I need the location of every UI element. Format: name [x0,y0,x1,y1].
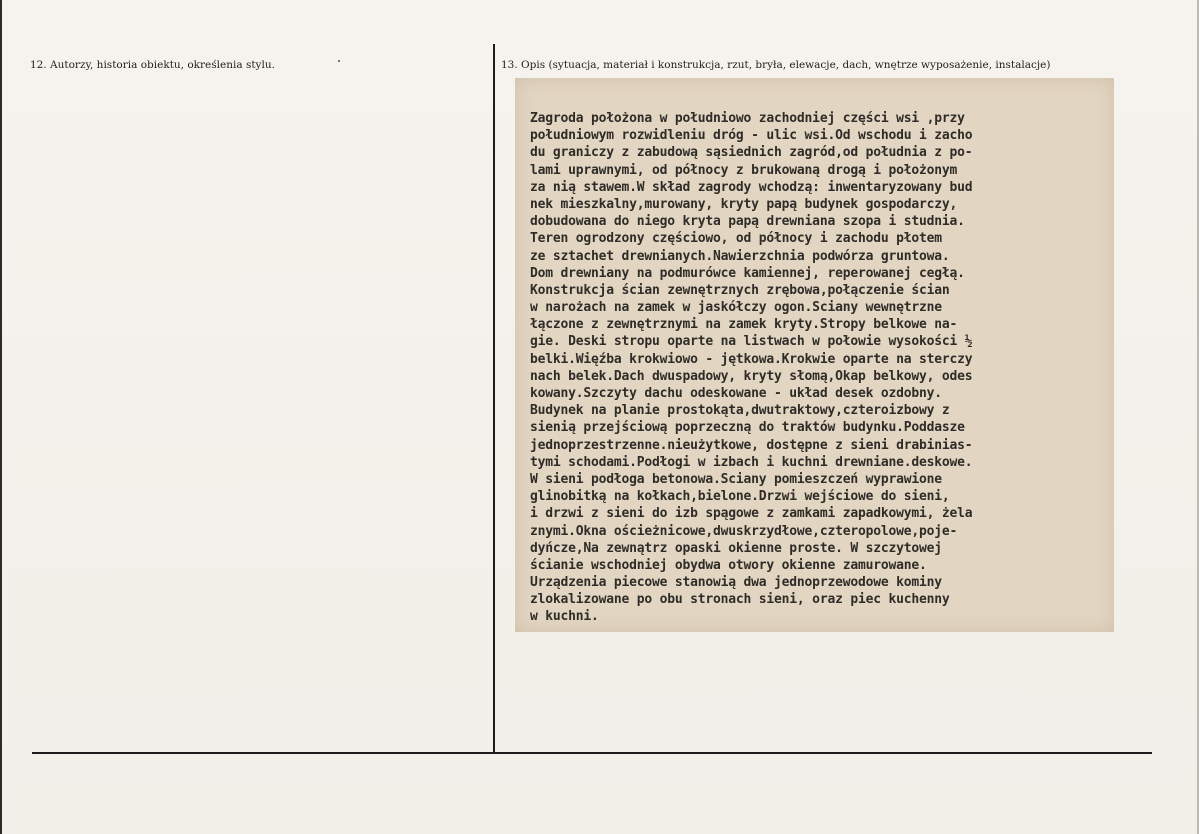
description-line: w narożach na zamek w jaskółczy ogon.Sciany wewnętrzne [530,300,942,316]
description-line: nek mieszkalny,murowany, kryty papą budynek gospodarczy, [530,196,958,212]
field-12-label: 12. Autorzy, historia obiektu, określenia stylu. [30,59,275,71]
description-line: Teren ogrodzony częściowo, od północy i zachodu płotem [530,231,942,247]
description-line: tymi schodami.Podłogi w izbach i kuchni drewniane.deskowe. [530,454,973,470]
description-line: Zagroda położona w południowo zachodniej części wsi ,przy [530,111,965,126]
pasted-typewritten-clipping [515,78,1114,632]
bottom-rule [32,752,1152,754]
description-line: Konstrukcja ścian zewnętrznych zrębowa,połączenie ścian [530,282,950,298]
description-line: nach belek.Dach dwuspadowy, kryty słomą,Okap belkowy, odes [530,368,973,384]
page-left-edge [0,0,2,834]
description-line: za nią stawem.W skład zagrody wchodzą: inwentaryzowany bud [530,179,973,195]
description-line: ze sztachet drewnianych.Nawierzchnia podwórza gruntowa. [530,248,950,264]
description-line: W sieni podłoga betonowa.Sciany pomieszczeń wyprawione [530,471,942,487]
description-line: jednoprzestrzenne.nieużytkowe, dostępne z sieni drabinias- [530,437,973,453]
description-line: gie. Deski stropu oparte na listwach w połowie wysokości ½ [530,334,973,350]
description-line: lami uprawnymi, od północy z brukowaną drogą i położonym [530,162,958,178]
column-divider [493,44,495,754]
description-line: belki.Więźba krokwiowo - jętkowa.Krokwie oparte na sterczy [530,351,973,367]
description-line: glinobitką na kołkach,bielone.Drzwi wejściowe do sieni, [530,489,950,505]
description-text [530,110,1110,626]
description-line: ścianie wschodniej obydwa otwory okienne zamurowane. [530,557,927,573]
description-line: dyńcze,Na zewnątrz opaski okienne proste. W szczytowej [530,540,942,556]
description-line: i drzwi z sieni do izb spągowe z zamkami zapadkowymi, żela [530,506,973,522]
description-line: Urządzenia piecowe stanowią dwa jednoprzewodowe kominy [530,575,942,591]
description-line: du graniczy z zabudową sąsiednich zagród,od południa z po- [530,145,973,161]
description-line: dobudowana do niego kryta papą drewniana szopa i studnia. [530,214,965,230]
description-line: Budynek na planie prostokąta,dwutraktowy,czteroizbowy z [530,403,950,419]
description-line: w kuchni. [530,609,599,625]
description-line: znymi.Okna ościeżnicowe,dwuskrzydłowe,czteropolowe,poje- [530,523,958,539]
description-line: łączone z zewnętrznymi na zamek kryty.Stropy belkowe na- [530,317,958,333]
description-line: południowym rozwidleniu dróg - ulic wsi.Od wschodu i zacho [530,128,973,144]
ink-speck [338,60,340,62]
field-13-label: 13. Opis (sytuacja, materiał i konstrukcja, rzut, bryła, elewacje, dach, wnętrze wyposażenie, instalacje) [501,59,1051,71]
description-line: kowany.Szczyty dachu odeskowane - układ desek ozdobny. [530,386,942,401]
description-line: zlokalizowane po obu stronach sieni, oraz piec kuchenny [530,592,950,608]
description-line: Dom drewniany na podmurówce kamiennej, reperowanej cegłą. [530,265,965,281]
description-line: sienią przejściową poprzeczną do traktów budynku.Poddasze [530,420,965,436]
